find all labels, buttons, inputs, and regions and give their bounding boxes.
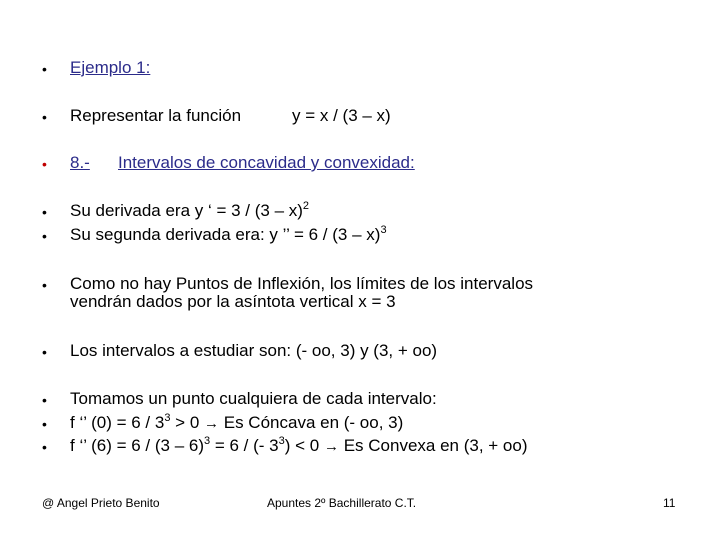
bullet: • <box>42 277 47 293</box>
exponent: 3 <box>164 412 171 424</box>
bullet: • <box>42 392 47 408</box>
inflection-line1: Como no hay Puntos de Inflexión, los límites de los intervalos <box>70 274 534 293</box>
bullet: • <box>42 228 47 244</box>
eval2-text: f ‘’ (6) = 6 / (3 – 6)$^3$ = 6 / (- $3^3) < 0 \to Es$ Convexa en (3, + oo) <box>70 435 528 455</box>
eval1-text: f ‘’ $(0) = 6 / 3^3 > 0 \to Es$ Cóncava en (- oo, 3) <box>70 412 404 432</box>
page-title: Ejemplo 1: <box>70 58 151 77</box>
bullet: • <box>42 61 47 77</box>
represent-label: Representar la función <box>70 106 242 125</box>
take-point-text: Tomamos un punto cualquiera de cada intervalo: <box>70 389 437 408</box>
bullet: • <box>42 344 47 360</box>
bullet: • <box>42 156 47 172</box>
footer-course: Apuntes 2º Bachillerato C.T. <box>267 496 417 510</box>
bullet: • <box>42 416 47 432</box>
bullet: • <box>42 204 47 220</box>
arrow-right-icon: → <box>323 438 339 455</box>
derivative2-text: Su segunda derivada era: y ’’ = 6 / (3 – x)$^3$ <box>70 224 387 244</box>
exponent: 2 <box>302 200 310 212</box>
arrow-right-icon: → <box>204 415 220 432</box>
inflection-line2: vendrán dados por la asíntota vertical x = 3 <box>70 292 396 311</box>
intervals-text: Los intervalos a estudiar son: (- oo, 3) y (3, + oo) <box>70 341 438 360</box>
derivative1-text: Su derivada era y ‘ = 3 / (3 – x)$^2$ <box>70 200 310 220</box>
bullet: • <box>42 109 47 125</box>
exponent: 3 <box>380 224 387 236</box>
function-expression: y = x / (3 – x) <box>292 106 391 125</box>
exponent: 3 <box>278 435 285 447</box>
bullet: • <box>42 439 47 455</box>
footer-author: @ Angel Prieto Benito <box>42 496 160 510</box>
exponent: 3 <box>204 435 211 447</box>
page-number: 11 <box>663 496 676 510</box>
section-title: Intervalos de concavidad y convexidad: <box>118 153 415 172</box>
section-number: 8.- <box>70 153 90 172</box>
